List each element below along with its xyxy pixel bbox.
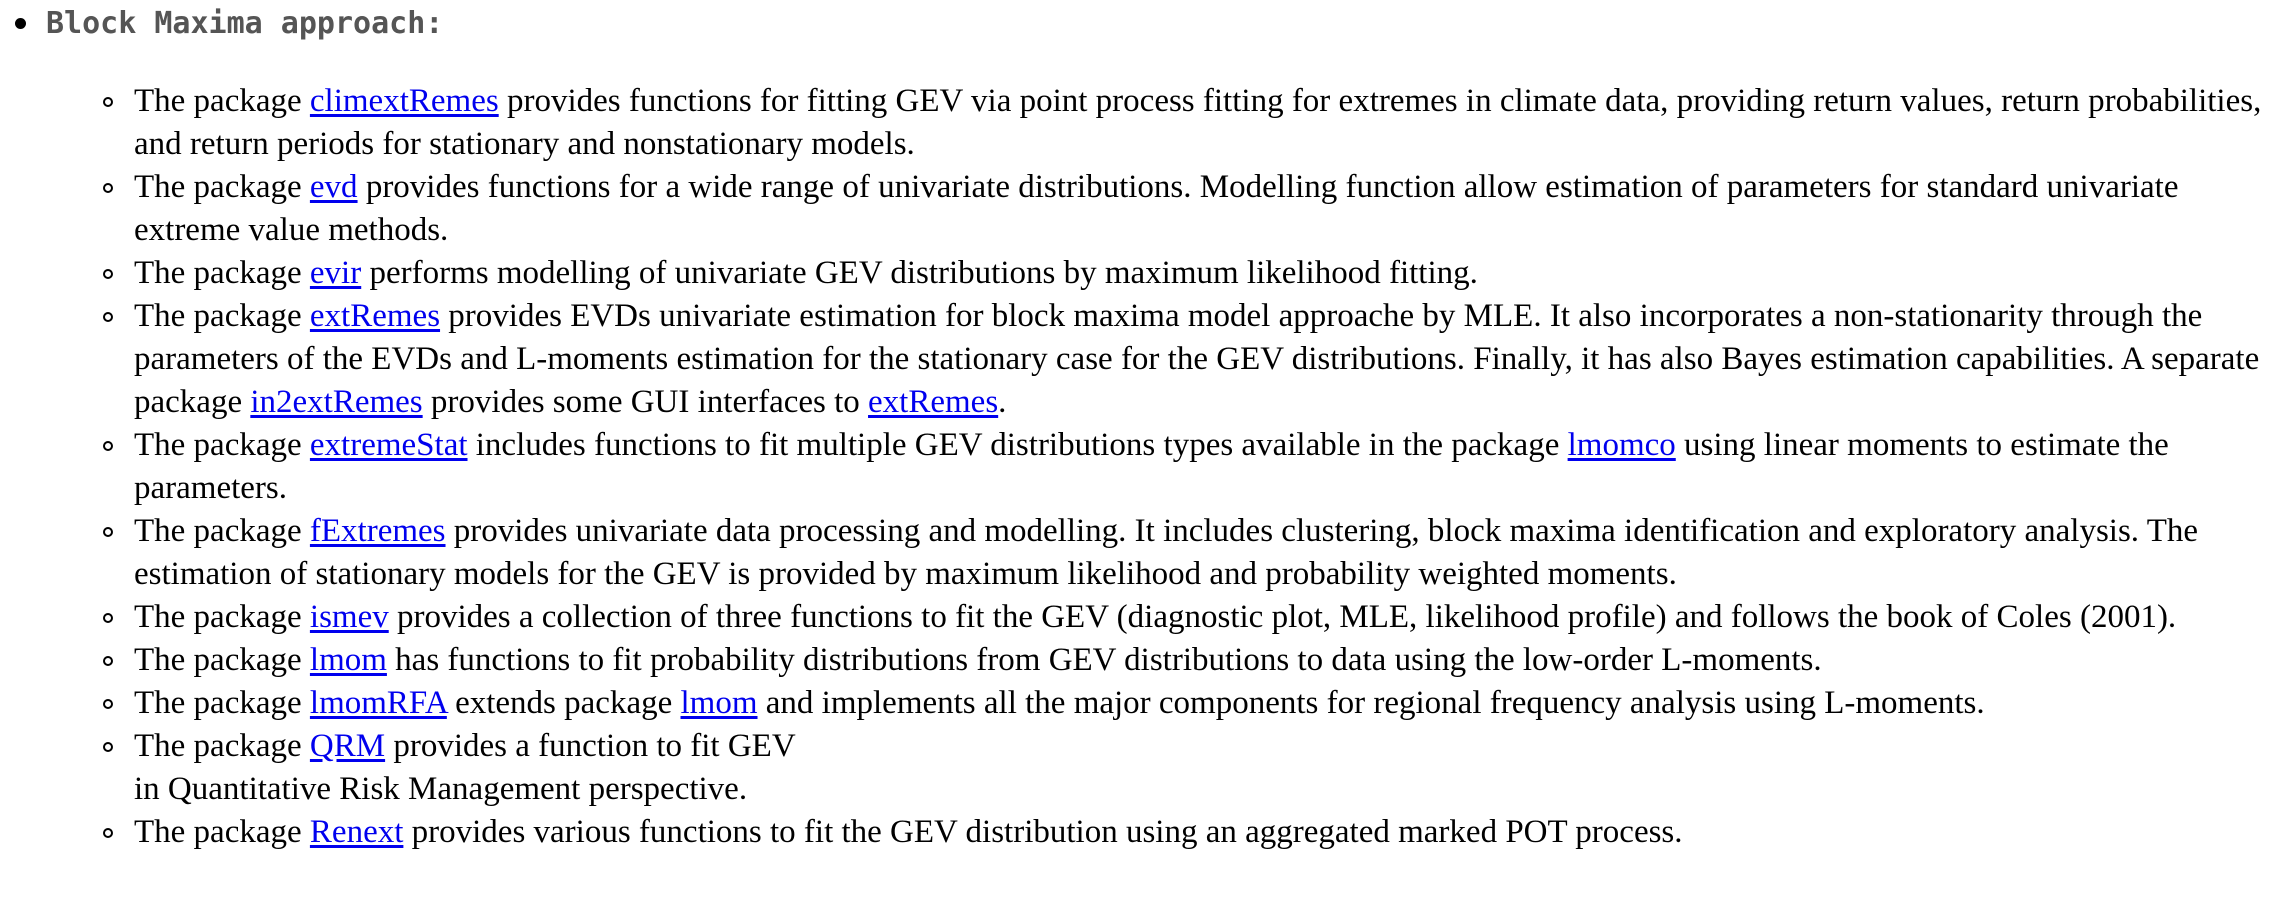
- list-item: [0, 510, 2273, 596]
- section-heading: Block Maxima approach:: [46, 6, 444, 41]
- package-link-lmom[interactable]: lmom: [309, 642, 387, 678]
- list-item: [0, 424, 2273, 510]
- item-text-2: and implements all the major components for regional frequency analysis using L-moments.: [757, 685, 1985, 721]
- circle-bullet-icon: [103, 183, 113, 193]
- item-text: provides univariate data processing and modelling. It includes clustering, block maxima identification and exploratory analysis. The estimation of stationary models for the GEV is provided by maximum likelihood and probability weighted moments.: [134, 513, 2199, 592]
- package-link-climextremes[interactable]: climextRemes: [309, 83, 499, 119]
- item-text: extends package: [446, 685, 681, 721]
- package-link-extremes[interactable]: extRemes: [309, 298, 441, 334]
- item-text: provides EVDs univariate estimation for block maxima model approache by MLE. It also incorporates a non-stationarity through the parameters of the EVDs and L-moments estimation for the stationary case for the GEV distributions. Finally, it has also Bayes estimation capabilities. A separate package: [134, 298, 2260, 420]
- item-prefix: The package: [134, 83, 310, 119]
- circle-bullet-icon: [103, 441, 113, 451]
- item-text: includes functions to fit multiple GEV distributions types available in the package: [467, 427, 1568, 463]
- package-link-renext[interactable]: Renext: [309, 814, 404, 850]
- package-link-evd[interactable]: evd: [309, 169, 358, 205]
- package-list: [0, 80, 2273, 854]
- package-link-evir[interactable]: evir: [309, 255, 362, 291]
- section-heading-row: [0, 0, 2273, 52]
- list-item: [0, 295, 2273, 424]
- circle-bullet-icon: [103, 656, 113, 666]
- item-text: performs modelling of univariate GEV distributions by maximum likelihood fitting.: [361, 255, 1478, 291]
- item-text-2: provides some GUI interfaces to: [422, 384, 869, 420]
- item-prefix: The package: [134, 298, 310, 334]
- package-link-lmomrfa[interactable]: lmomRFA: [309, 685, 447, 721]
- item-prefix: The package: [134, 513, 310, 549]
- circle-bullet-icon: [103, 527, 113, 537]
- item-text: provides a collection of three functions to fit the GEV (diagnostic plot, MLE, likelihood profile) and follows the book of Coles (2001).: [388, 599, 2177, 635]
- package-link-extremestat[interactable]: extremeStat: [309, 427, 468, 463]
- item-text: provides various functions to fit the GEV distribution using an aggregated marked POT process.: [403, 814, 1683, 850]
- circle-bullet-icon: [103, 312, 113, 322]
- item-text: provides a function to fit GEV: [385, 728, 796, 764]
- list-item: [0, 596, 2273, 639]
- item-prefix: The package: [134, 728, 310, 764]
- package-link-qrm[interactable]: QRM: [309, 728, 386, 764]
- circle-bullet-icon: [103, 269, 113, 279]
- package-link-extremes-2[interactable]: extRemes: [868, 384, 999, 420]
- item-text-3: .: [998, 384, 1007, 420]
- circle-bullet-icon: [103, 97, 113, 107]
- item-text: provides functions for fitting GEV via point process fitting for extremes in climate data, providing return values, return probabilities, and return periods for stationary and nonstationary models.: [134, 83, 2262, 162]
- package-link-in2extremes[interactable]: in2extRemes: [250, 384, 423, 420]
- list-item: [0, 682, 2273, 725]
- package-link-lmomco[interactable]: lmomco: [1567, 427, 1676, 463]
- package-link-lmom-2[interactable]: lmom: [680, 685, 758, 721]
- circle-bullet-icon: [103, 742, 113, 752]
- list-item: [0, 725, 2273, 811]
- item-prefix: The package: [134, 599, 310, 635]
- package-link-fextremes[interactable]: fExtremes: [309, 513, 446, 549]
- list-item: [0, 639, 2273, 682]
- item-text-2: using linear moments to estimate the parameters.: [134, 427, 2169, 506]
- disc-bullet-icon: [15, 18, 26, 29]
- item-text: provides functions for a wide range of univariate distributions. Modelling function allow estimation of parameters for standard univariate extreme value methods.: [134, 169, 2179, 248]
- circle-bullet-icon: [103, 699, 113, 709]
- package-link-ismev[interactable]: ismev: [309, 599, 389, 635]
- item-prefix: The package: [134, 169, 310, 205]
- list-item: [0, 811, 2273, 854]
- item-text-line-2: in Quantitative Risk Management perspective.: [134, 771, 748, 807]
- item-prefix: The package: [134, 685, 310, 721]
- circle-bullet-icon: [103, 613, 113, 623]
- item-prefix: The package: [134, 642, 310, 678]
- item-prefix: The package: [134, 427, 310, 463]
- item-prefix: The package: [134, 814, 310, 850]
- list-item: [0, 252, 2273, 295]
- circle-bullet-icon: [103, 828, 113, 838]
- list-item: [0, 80, 2273, 166]
- list-item: [0, 166, 2273, 252]
- item-prefix: The package: [134, 255, 310, 291]
- item-text: has functions to fit probability distributions from GEV distributions to data using the low-order L-moments.: [386, 642, 1822, 678]
